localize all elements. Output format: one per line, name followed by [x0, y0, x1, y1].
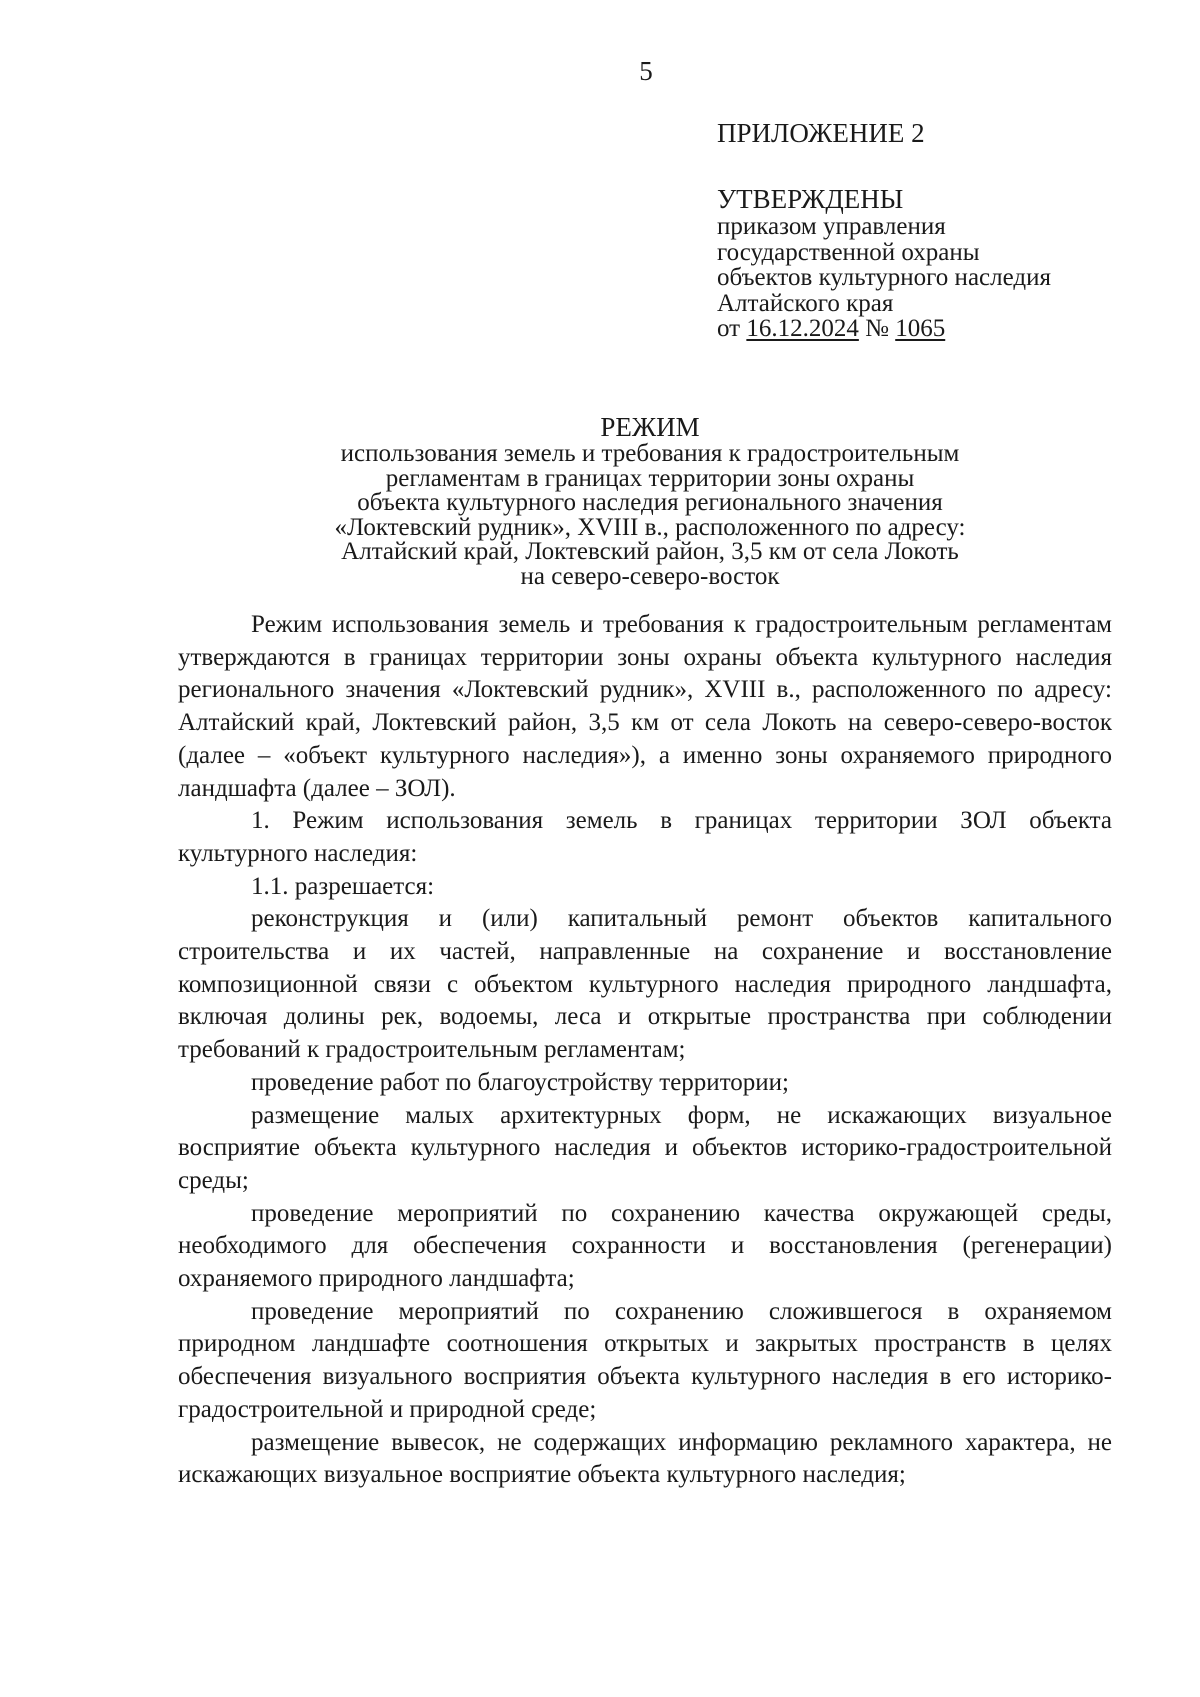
- order-date: 16.12.2024: [746, 315, 859, 342]
- approved-label: УТВЕРЖДЕНЫ: [717, 184, 904, 214]
- body-paragraph: 1.1. разрешается:: [251, 872, 435, 900]
- approval-line: приказом управления: [717, 213, 946, 240]
- body-paragraph: размещение вывесок, не содержащих информацию рекламного характера, не искажающих визуальное восприятие объекта культурного наследия;: [178, 1428, 1112, 1489]
- page-number: 5: [639, 56, 653, 86]
- body-paragraph: проведение работ по благоустройству территории;: [251, 1068, 789, 1096]
- title-line: «Локтевский рудник», XVIII в., расположенного по адресу:: [334, 513, 966, 541]
- body-paragraph: размещение малых архитектурных форм, не искажающих визуальное восприятие объекта культурного наследия и объектов историко-градостроительной среды;: [178, 1101, 1112, 1194]
- approval-block: [717, 118, 1177, 342]
- body-paragraph: проведение мероприятий по сохранению сложившегося в охраняемом природном ландшафте соотношения открытых и закрытых пространств в целях обеспечения визуального восприятия объекта культурного наследия в его историко-градостроительной и природной среде;: [178, 1297, 1112, 1423]
- title-line: на северо-северо-восток: [520, 562, 780, 590]
- body-paragraph: Режим использования земель и требования к градостроительным регламентам утверждаются в границах территории зоны охраны объекта культурного наследия регионального значения «Локтевский рудник», XVIII в., расположенного по адресу: Алтайский край, Локтевский район, 3,5 км от села Локоть на северо-северо-восток (далее – «объект культурного наследия»), а именно зоны охраняемого природного ландшафта (далее – ЗОЛ).: [178, 611, 1112, 802]
- title-line: регламентам в границах территории зоны охраны: [385, 464, 915, 492]
- title-heading: РЕЖИМ: [600, 412, 700, 442]
- approval-line: Алтайского края: [717, 289, 894, 317]
- approval-line: объектов культурного наследия: [717, 264, 1051, 291]
- order-date-number: [717, 316, 1177, 342]
- body-paragraph: реконструкция и (или) капитальный ремонт объектов капитального строительства и их частей, направленные на сохранение и восстановление композиционной связи с объектом культурного наследия природного ландшафта, включая долины рек, водоемы, леса и открытые пространства при соблюдении требований к градостроительным регламентам;: [178, 905, 1112, 1064]
- title-line: объекта культурного наследия регионального значения: [357, 489, 943, 516]
- title-line: Алтайский край, Локтевский район, 3,5 км от села Локоть: [341, 538, 959, 565]
- number-sign: №: [858, 315, 896, 342]
- date-prefix: от: [717, 315, 747, 342]
- body-paragraph: проведение мероприятий по сохранению качества окружающей среды, необходимого для обеспечения сохранности и восстановления (регенерации) охраняемого природного ландшафта;: [178, 1199, 1112, 1293]
- document-title: [200, 413, 1100, 589]
- approval-line: государственной охраны: [717, 238, 980, 266]
- title-line: использования земель и требования к градостроительным: [340, 440, 960, 467]
- document-body: [178, 609, 1112, 1492]
- appendix-label: ПРИЛОЖЕНИЕ 2: [717, 118, 925, 148]
- body-paragraph: 1. Режим использования земель в границах территории ЗОЛ объекта культурного наследия:: [178, 807, 1112, 867]
- order-number: 1065: [895, 315, 946, 342]
